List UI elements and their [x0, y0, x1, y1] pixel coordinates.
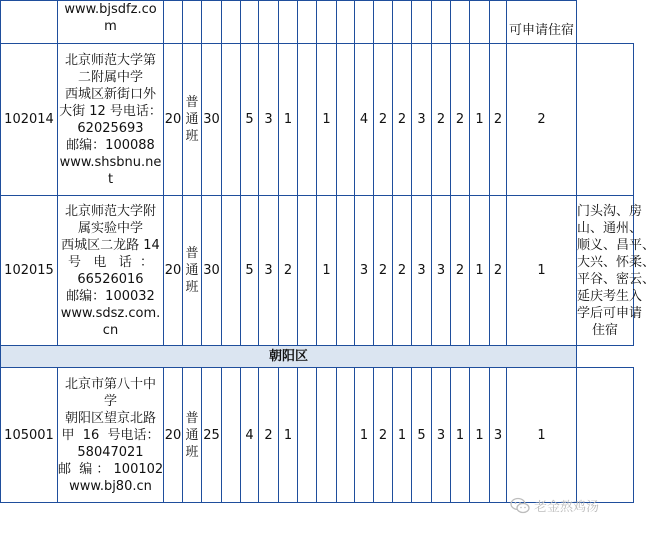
quota-cell: 3 [432, 368, 451, 503]
seats-cell: 20 [164, 196, 183, 346]
quota-cell [337, 44, 355, 196]
school-line: 邮编：100032 [66, 288, 155, 304]
district-name: 朝阳区 [1, 346, 577, 368]
quota-cell [222, 196, 241, 346]
seats-cell: 20 [164, 368, 183, 503]
quota-cell: 1 [355, 368, 374, 503]
note-line: 平谷、密云、 [577, 271, 655, 287]
quota-cell: 2 [374, 368, 393, 503]
quota-cell: 1 [451, 368, 470, 503]
note-line: 学后可申请 [577, 305, 643, 321]
code-cell [1, 1, 58, 44]
note-line: 门头沟、房 [577, 203, 643, 219]
quota-cell: 3 [412, 196, 432, 346]
quota-cell: 1 [317, 44, 337, 196]
note-line: 大兴、怀柔、 [577, 254, 655, 270]
class-type-char: 普 [185, 246, 199, 261]
class-type-char: 通 [185, 427, 199, 443]
school-line: 58047021 [77, 444, 144, 460]
quota-cell: 2 [451, 196, 470, 346]
quota-cell: 1 [470, 196, 490, 346]
school-line: 北京师范大学第 [64, 52, 156, 68]
quota-cell: 2 [507, 44, 577, 196]
quota-cell: 1 [279, 368, 298, 503]
quota-cell: 3 [355, 196, 374, 346]
quota-cell: 2 [432, 44, 451, 196]
class-type-cell [183, 368, 202, 503]
quota-cell: 1 [317, 196, 337, 346]
school-cell [58, 1, 164, 44]
quota-cell [298, 196, 317, 346]
quota-cell: 1 [507, 368, 577, 503]
quota-cell: 2 [451, 44, 470, 196]
wechat-icon [510, 497, 530, 515]
school-cell [58, 196, 164, 346]
quota-cell: 3 [412, 44, 432, 196]
class-type-char: 班 [185, 280, 199, 295]
note-cell [507, 1, 577, 44]
quota-cell [317, 368, 337, 503]
quota-cell: 2 [259, 368, 279, 503]
school-line: 62025693 [77, 120, 144, 136]
quota-cell: 5 [412, 368, 432, 503]
quota-cell [298, 368, 317, 503]
school-code: 105001 [1, 368, 58, 503]
quota-cell: 2 [393, 44, 412, 196]
quota-cell [222, 368, 241, 503]
school-line: www.shsbnu.ne [59, 154, 162, 170]
total-cell: 30 [202, 44, 222, 196]
school-cell [58, 44, 164, 196]
school-line: t [107, 171, 114, 187]
quota-cell: 4 [355, 44, 374, 196]
quota-cell: 3 [432, 196, 451, 346]
district-header-row [1, 346, 634, 368]
quota-cell: 3 [259, 44, 279, 196]
quota-cell: 2 [279, 196, 298, 346]
school-line: 属实验中学 [77, 220, 143, 236]
school-line: 邮编：100088 [66, 137, 155, 153]
school-line: 邮 编 ： 100102 [58, 461, 164, 477]
quota-cell: 5 [241, 196, 259, 346]
class-type-char: 通 [185, 112, 199, 127]
note-cell [577, 368, 634, 503]
school-line: m [104, 19, 117, 34]
quota-cell [337, 368, 355, 503]
note-line: 山、通州、 [577, 220, 643, 236]
quota-cell: 3 [490, 368, 507, 503]
quota-cell: 2 [393, 196, 412, 346]
school-line: 66526016 [77, 271, 144, 287]
note-line [507, 5, 576, 22]
quota-cell [222, 44, 241, 196]
note-cell [577, 44, 634, 196]
quota-cell: 1 [470, 368, 490, 503]
quota-cell: 4 [241, 368, 259, 503]
school-code: 102014 [1, 44, 58, 196]
quota-cell: 3 [259, 196, 279, 346]
table-row-top-partial [1, 1, 634, 44]
table-row-105001 [1, 368, 634, 503]
quota-cell: 1 [470, 44, 490, 196]
quota-cell: 2 [374, 196, 393, 346]
total-cell: 30 [202, 196, 222, 346]
class-type-cell [183, 44, 202, 196]
quota-cell [298, 44, 317, 196]
note-line: 可申请住宿 [508, 23, 574, 38]
class-type-char: 普 [185, 410, 199, 426]
school-line: 西城区二龙路 14 [61, 237, 160, 253]
school-line: 北京市第八十中 [64, 376, 156, 392]
quota-cell: 1 [393, 368, 412, 503]
total-cell: 25 [202, 368, 222, 503]
note-line: 延庆考生入 [577, 288, 643, 304]
class-type-char: 班 [185, 129, 199, 144]
school-line: 北京师范大学附 [64, 203, 156, 219]
quota-cell: 2 [374, 44, 393, 196]
quota-cell: 5 [241, 44, 259, 196]
school-line: www.sdsz.com. [60, 305, 161, 321]
class-type-char: 普 [185, 95, 199, 110]
school-line: www.bj80.cn [69, 478, 152, 494]
seats-cell: 20 [164, 44, 183, 196]
school-cell [58, 368, 164, 503]
table-row-102014 [1, 44, 634, 196]
school-code: 102015 [1, 196, 58, 346]
school-line: 朝阳区望京北路 [64, 410, 156, 426]
class-type-char: 通 [185, 263, 199, 278]
school-line: 号 电 话 ： [67, 254, 154, 270]
school-line: 大街 12 号电话： [59, 103, 162, 119]
note-line: 顺义、昌平、 [577, 237, 655, 253]
school-line: 西城区新街口外 [64, 86, 156, 102]
school-line: cn [102, 322, 119, 338]
quota-cell: 1 [279, 44, 298, 196]
school-line: 学 [103, 393, 117, 409]
class-type-cell [183, 196, 202, 346]
watermark [510, 496, 599, 515]
quota-cell [337, 196, 355, 346]
table-row-102015 [1, 196, 634, 346]
watermark-text: 老金熬鸡汤 [534, 500, 600, 515]
school-line: 二附属中学 [77, 69, 143, 85]
school-line: www.bjsdfz.co [64, 2, 157, 17]
note-cell [577, 196, 655, 346]
quota-cell: 2 [490, 196, 507, 346]
quota-cell: 1 [507, 196, 577, 346]
class-type-char: 班 [185, 444, 199, 460]
school-line: 甲 16 号电话： [61, 427, 160, 443]
quota-cell: 2 [490, 44, 507, 196]
note-line: 住宿 [591, 322, 618, 338]
